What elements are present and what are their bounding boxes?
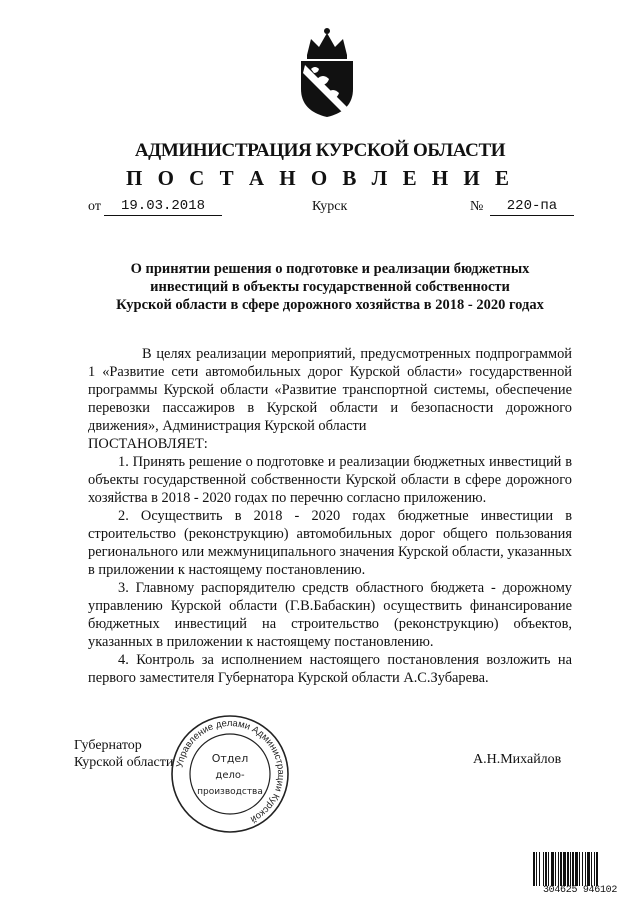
- barcode-bar: [575, 852, 578, 886]
- decree-word: ПОСТАНОВЛЯЕТ:: [88, 436, 208, 452]
- barcode-bar: [545, 852, 547, 886]
- decree-item-4: 4. Контроль за исполнением настоящего постановления возложить на первого заместителя Губернатора Курской области А.С.Зубарева.: [88, 652, 572, 686]
- stamp-ring-text: Управление делами Администрации Курской: [174, 717, 287, 825]
- preamble-paragraph: В целях реализации мероприятий, предусмотренных подпрограммой 1 «Развитие сети автомобильных дорог Курской области» государственной программы Курской области «Развитие транспортной системы, обеспечение перевозки пассажиров в Курской области и безопасности дорожного движения», Администрация Курской области: [88, 346, 572, 434]
- office-stamp: [168, 712, 292, 836]
- barcode-bar: [591, 852, 592, 886]
- organization-title: АДМИНИСТРАЦИЯ КУРСКОЙ ОБЛАСТИ: [134, 140, 506, 161]
- kursk-coat-of-arms-icon: [293, 25, 361, 119]
- barcode-bar: [558, 852, 559, 886]
- document-type-title: П О С Т А Н О В Л Е Н И Е: [125, 166, 514, 190]
- barcode-bar: [539, 852, 540, 886]
- barcode-bar: [548, 852, 549, 886]
- position-line: Губернатор: [74, 738, 142, 753]
- barcode-bar: [585, 852, 586, 886]
- barcode-bar: [567, 852, 569, 886]
- decree-number: 220-па: [490, 197, 574, 216]
- city-name: Курск: [312, 199, 348, 214]
- decree-item-2: 2. Осуществить в 2018 - 2020 годах бюджетные инвестиции в строительство (реконструкцию) автомобильных дорог общего пользования регионального или межмуниципального значения Курской области, указанных в приложении к настоящему постановлению.: [88, 508, 572, 578]
- stamp-center-line: дело-: [215, 770, 245, 781]
- barcode-bar: [563, 852, 566, 886]
- decree-body: [88, 345, 572, 687]
- barcode-bar: [555, 852, 556, 886]
- position-line: Курской области: [74, 755, 174, 770]
- barcode-bar: [543, 852, 544, 886]
- barcode-bar: [572, 852, 574, 886]
- barcode-bar: [560, 852, 562, 886]
- decree-item-3: 3. Главному распорядителю средств областного бюджета - дорожному управлению Курской области (Г.В.Бабаскин) осуществить финансирование бюджетных инвестиций на строительство (реконструкцию) объектов, указанных в приложении к настоящему постановлению.: [88, 580, 572, 650]
- barcode-bar: [582, 852, 583, 886]
- subject-line: Курской области в сфере дорожного хозяйства в 2018 - 2020 годах: [116, 297, 544, 313]
- barcode-bar: [536, 852, 537, 886]
- decree-date: 19.03.2018: [104, 197, 222, 216]
- barcode-bar: [596, 852, 598, 886]
- date-label: от: [88, 199, 101, 214]
- decree-subject: [70, 260, 590, 314]
- barcode-number: 304625 946102: [542, 885, 618, 896]
- barcode-bar: [594, 852, 595, 886]
- stamp-center-line: Отдел: [211, 752, 249, 765]
- barcode-bar: [551, 852, 554, 886]
- number-label: №: [470, 199, 484, 214]
- subject-line: инвестиций в объекты государственной собственности: [150, 279, 510, 295]
- subject-line: О принятии решения о подготовке и реализации бюджетных: [130, 261, 530, 277]
- barcode-bar: [579, 852, 580, 886]
- document-barcode: [532, 852, 628, 898]
- barcode-bar: [587, 852, 590, 886]
- barcode-bar: [533, 852, 535, 886]
- stamp-center-line: производства: [197, 787, 263, 797]
- barcode-bars: [532, 852, 628, 886]
- decree-item-1: 1. Принять решение о подготовке и реализации бюджетных инвестиций в объекты государственной собственности Курской области в сфере дорожного хозяйства в 2018 - 2020 годах по перечню согласно приложению.: [88, 454, 572, 506]
- barcode-bar: [570, 852, 571, 886]
- signatory-name: А.Н.Михайлов: [473, 752, 562, 767]
- signatory-position: [74, 737, 173, 771]
